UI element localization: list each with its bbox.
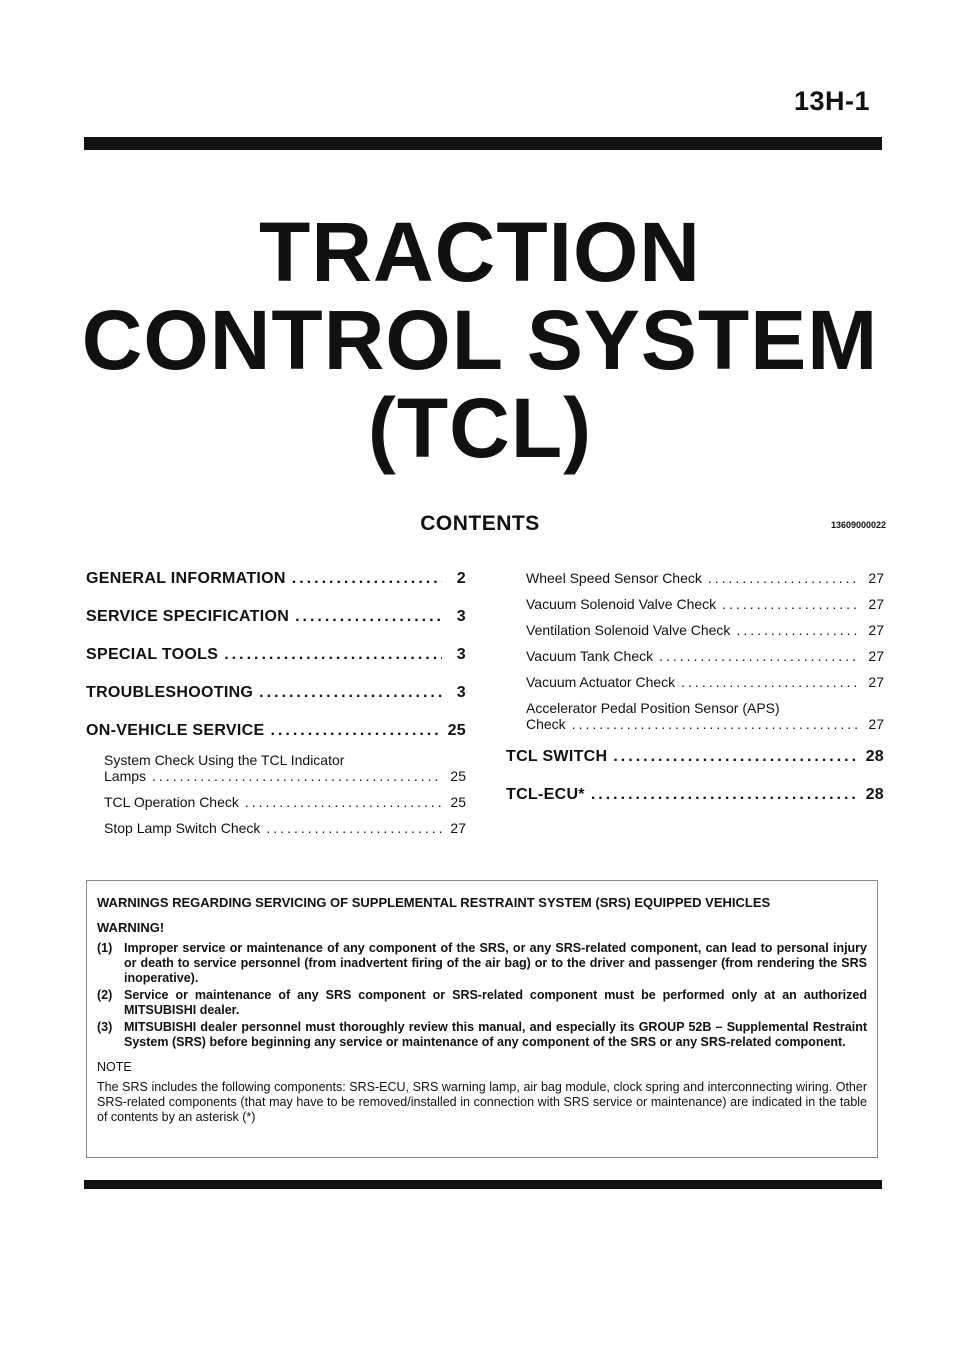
warning-item-text: Improper service or maintenance of any component of the SRS, or any SRS-related component, can lead to personal injury or death to service personnel (from inadvertent firing of the air bag) or to the driver and passenger (from rendering the SRS inoperative). (124, 941, 867, 985)
toc-leader (259, 684, 442, 702)
warning-item (97, 941, 867, 986)
toc-page: 25 (450, 768, 466, 784)
toc-entry-tcl-switch[interactable] (506, 748, 884, 766)
toc-entry-service-specification[interactable] (86, 608, 466, 626)
toc-leader (681, 674, 860, 690)
toc-leader (292, 570, 442, 588)
toc-page: 27 (450, 820, 466, 836)
toc-entry-stop-lamp-switch-check[interactable] (104, 820, 466, 836)
bottom-rule (84, 1180, 882, 1189)
toc-page: 3 (456, 608, 466, 625)
warning-item (97, 988, 867, 1018)
toc-entry-troubleshooting[interactable] (86, 684, 466, 702)
toc-label: SPECIAL TOOLS (86, 646, 219, 663)
toc-left-column (86, 570, 466, 846)
toc-label: SERVICE SPECIFICATION (86, 608, 290, 625)
title-line-3: (TCL) (367, 381, 593, 475)
toc-label: System Check Using the TCL Indicator (104, 752, 345, 768)
toc-label: Vacuum Solenoid Valve Check (526, 596, 717, 612)
document-title (0, 205, 960, 475)
toc-page: 27 (868, 716, 884, 732)
toc-label: TCL Operation Check (104, 794, 239, 810)
toc-page: 27 (868, 570, 884, 586)
toc-page: 27 (868, 648, 884, 664)
toc-label-cont: Lamps (104, 768, 147, 784)
warning-item-text: MITSUBISHI dealer personnel must thoroughly review this manual, and especially its GROUP 52B – Supplemental Restraint System (SRS) before beginning any service or maintenance of any component of the SRS or any SRS-related component. (124, 1020, 867, 1049)
toc-leader (295, 608, 442, 626)
toc-leader (659, 648, 860, 664)
toc-leader (245, 794, 442, 810)
toc-leader (266, 820, 442, 836)
toc-right-column (506, 570, 884, 824)
toc-entry-tcl-ecu[interactable] (506, 786, 884, 804)
warning-item-number: (1) (97, 941, 113, 955)
note-label: NOTE (97, 1060, 132, 1074)
toc-entry-special-tools[interactable] (86, 646, 466, 664)
srs-warning-box (86, 880, 878, 1158)
toc-page: 2 (456, 570, 466, 587)
warning-heading: WARNINGS REGARDING SERVICING OF SUPPLEMENTAL RESTRAINT SYSTEM (SRS) EQUIPPED VEHICLES (97, 895, 771, 910)
toc-label: Accelerator Pedal Position Sensor (APS) (526, 700, 780, 716)
toc-leader (152, 768, 442, 784)
warning-item-number: (2) (97, 988, 113, 1002)
toc-label: Wheel Speed Sensor Check (526, 570, 702, 586)
toc-page: 27 (868, 596, 884, 612)
toc-leader (736, 622, 860, 638)
toc-entry-general-information[interactable] (86, 570, 466, 588)
toc-entry-vacuum-actuator-check[interactable] (526, 674, 884, 690)
toc-entry-aps-check[interactable] (526, 700, 884, 732)
toc-leader (591, 786, 860, 804)
toc-entry-ventilation-solenoid-valve-check[interactable] (526, 622, 884, 638)
toc-label: Vacuum Tank Check (526, 648, 654, 664)
warning-item-text: Service or maintenance of any SRS component or SRS-related component must be performed only at an authorized MITSUBISHI dealer. (124, 988, 867, 1017)
toc-page: 27 (868, 622, 884, 638)
page-number: 13H-1 (793, 86, 870, 116)
toc-page: 3 (456, 646, 466, 663)
toc-page: 28 (865, 748, 884, 765)
toc-leader (270, 722, 441, 740)
toc-leader (572, 716, 860, 732)
toc-label: GENERAL INFORMATION (86, 570, 286, 587)
warning-item (97, 1020, 867, 1050)
toc-leader (722, 596, 860, 612)
toc-entry-wheel-speed-sensor-check[interactable] (526, 570, 884, 586)
warning-label: WARNING! (97, 920, 165, 935)
contents-heading: CONTENTS (420, 512, 540, 535)
toc-label: Ventilation Solenoid Valve Check (526, 622, 731, 638)
toc-entry-system-check[interactable] (104, 752, 466, 784)
title-line-2: CONTROL SYSTEM (81, 293, 879, 387)
document-code: 13609000022 (830, 520, 886, 530)
toc-leader (613, 748, 859, 766)
toc-leader (708, 570, 860, 586)
toc-entry-vacuum-tank-check[interactable] (526, 648, 884, 664)
toc-page: 27 (868, 674, 884, 690)
toc-label: TROUBLESHOOTING (86, 684, 254, 701)
top-rule (84, 137, 882, 150)
note-text: The SRS includes the following components: SRS-ECU, SRS warning lamp, air bag module, clock spring and interconnecting wiring. Other SRS-related components (that may have to be removed/installed in connection with SRS service or maintenance) are indicated in the table of contents by an asterisk (*) (97, 1080, 867, 1124)
toc-entry-tcl-operation-check[interactable] (104, 794, 466, 810)
toc-leader (224, 646, 442, 664)
toc-entry-vacuum-solenoid-valve-check[interactable] (526, 596, 884, 612)
toc-label: TCL SWITCH (506, 748, 608, 765)
toc-page: 3 (456, 684, 466, 701)
toc-label: Stop Lamp Switch Check (104, 820, 261, 836)
toc-label: TCL-ECU* (506, 786, 585, 803)
toc-page: 25 (450, 794, 466, 810)
title-line-1: TRACTION (259, 205, 701, 299)
warning-item-number: (3) (97, 1020, 113, 1034)
toc-label-cont: Check (526, 716, 566, 732)
toc-entry-on-vehicle-service[interactable] (86, 722, 466, 740)
toc-page: 25 (447, 722, 466, 739)
toc-label: Vacuum Actuator Check (526, 674, 676, 690)
toc-label: ON-VEHICLE SERVICE (86, 722, 265, 739)
toc-page: 28 (865, 786, 884, 803)
